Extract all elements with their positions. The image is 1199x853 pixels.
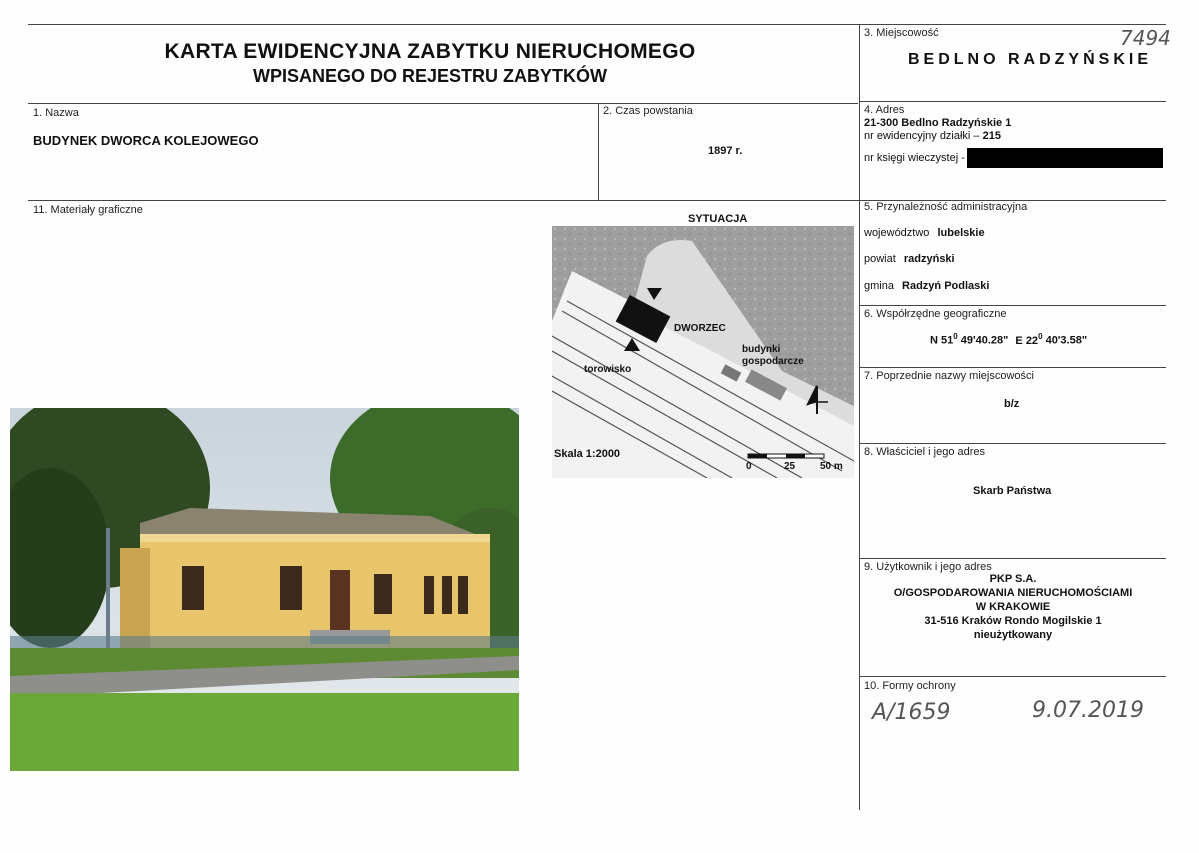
coords-value xyxy=(930,332,1087,347)
map-label-farm-2: gospodarcze xyxy=(742,356,804,367)
row-divider-1 xyxy=(28,103,858,104)
handwritten-number: 7494 xyxy=(1120,26,1171,50)
station-photo xyxy=(10,408,519,771)
parcel-value: 215 xyxy=(982,130,1001,142)
card-subtitle: WPISANEGO DO REJESTRU ZABYTKÓW xyxy=(252,66,607,86)
owner-value: Skarb Państwa xyxy=(973,485,1052,497)
map-label-station: DWORZEC xyxy=(674,323,726,334)
graphics-label: 11. Materiały graficzne xyxy=(33,204,143,216)
coords-e-rest: 40'3.58" xyxy=(1042,334,1088,347)
situation-map xyxy=(552,226,854,478)
divider-user xyxy=(860,558,1166,559)
commune-value: Radzyń Podlaski xyxy=(902,280,990,292)
top-border xyxy=(28,24,1166,25)
name-date-divider xyxy=(598,103,599,200)
divider-owner xyxy=(860,443,1166,444)
commune xyxy=(864,280,989,292)
situation-map-graphic xyxy=(552,226,854,478)
address-line1: 21-300 Bedlno Radzyńskie 1 xyxy=(864,117,1012,129)
scale-label-0: 0 xyxy=(746,461,752,472)
county-value: radzyński xyxy=(903,253,955,265)
coords-e-degree: 0 xyxy=(1038,332,1043,341)
scale-label-25: 25 xyxy=(784,461,796,472)
coords-n-rest: 49'40.28" xyxy=(957,334,1009,347)
user-line1: PKP S.A. xyxy=(989,573,1037,585)
creation-label: 2. Czas powstania xyxy=(603,105,693,117)
locality-label: 3. Miejscowość xyxy=(864,27,939,39)
row-divider-1-right xyxy=(860,101,1166,102)
county xyxy=(864,253,955,265)
coords-n-degree: 0 xyxy=(953,332,958,341)
coords-n: N 51 xyxy=(930,334,954,347)
name-label: 1. Nazwa xyxy=(33,107,79,119)
coords-label: 6. Współrzędne geograficzne xyxy=(864,308,1007,320)
address-label: 4. Adres xyxy=(864,104,905,116)
voivodeship-label: województwo xyxy=(864,227,930,239)
locality-value: BEDLNO RADZYŃSKIE xyxy=(907,51,1152,68)
county-label: powiat xyxy=(864,253,896,265)
user-line5: nieużytkowany xyxy=(973,629,1053,641)
handwritten-register-number: A/1659 xyxy=(872,700,951,725)
handwritten-date: 9.07.2019 xyxy=(1032,698,1144,723)
user-line3: W KRAKOWIE xyxy=(975,601,1051,613)
protection-label: 10. Formy ochrony xyxy=(864,680,956,692)
admin-label: 5. Przynależność administracyjna xyxy=(864,201,1028,213)
divider-coords xyxy=(860,305,1166,306)
map-label-tracks: torowisko xyxy=(584,364,632,375)
user-line2: O/GOSPODAROWANIA NIERUCHOMOŚCIAMI xyxy=(893,587,1133,599)
name-value: BUDYNEK DWORCA KOLEJOWEGO xyxy=(33,133,259,148)
scale-label-50: 50 m xyxy=(820,461,843,472)
land-register-label: nr księgi wieczystej - xyxy=(864,152,965,164)
coords-e: E 22 xyxy=(1015,334,1039,347)
card-title: KARTA EWIDENCYJNA ZABYTKU NIERUCHOMEGO xyxy=(164,40,696,63)
user-line4: 31-516 Kraków Rondo Mogilskie 1 xyxy=(924,615,1102,627)
map-label-farm-1: budynki xyxy=(742,344,781,355)
previous-names-value: b/z xyxy=(1004,398,1020,410)
voivodeship xyxy=(864,227,985,239)
main-column-divider xyxy=(859,24,860,810)
commune-label: gmina xyxy=(864,280,894,292)
redaction-bar xyxy=(967,148,1163,168)
creation-value: 1897 r. xyxy=(708,145,743,157)
map-scale: Skala 1:2000 xyxy=(554,448,621,460)
station-photo-graphic xyxy=(10,408,519,771)
owner-label: 8. Właściciel i jego adres xyxy=(864,446,986,458)
parcel-label: nr ewidencyjny działki – xyxy=(864,130,983,142)
map-title: SYTUACJA xyxy=(688,213,748,225)
voivodeship-value: lubelskie xyxy=(937,227,985,239)
divider-prevnames xyxy=(860,367,1166,368)
address-parcel xyxy=(864,130,1001,142)
user-label: 9. Użytkownik i jego adres xyxy=(864,561,992,573)
previous-names-label: 7. Poprzednie nazwy miejscowości xyxy=(864,370,1034,382)
divider-protection xyxy=(860,676,1166,677)
